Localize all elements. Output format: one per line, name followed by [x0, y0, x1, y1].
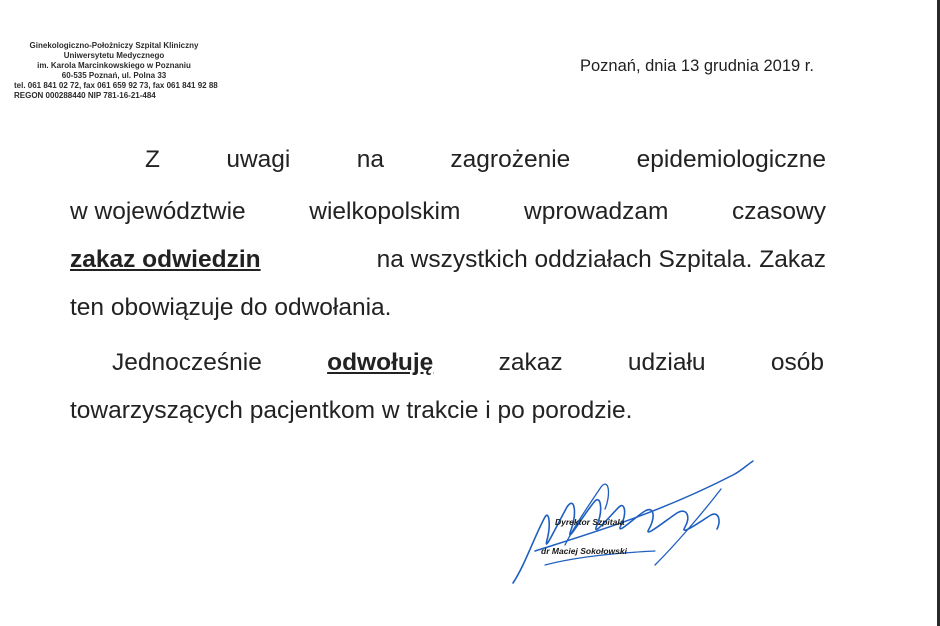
signature-block	[505, 455, 775, 595]
paragraph-line	[145, 146, 826, 174]
signature-name: dr Maciej Sokołowski	[541, 546, 627, 556]
revoke-emphasis: odwołuję	[327, 349, 434, 376]
word: osób	[770, 349, 824, 376]
word: epidemiologiczne	[636, 146, 826, 173]
word: wprowadzam	[524, 198, 669, 225]
signature-title: Dyrektor Szpitala	[555, 517, 625, 527]
word: wielkopolskim	[309, 198, 461, 225]
word: Z	[145, 146, 160, 173]
visit-ban-emphasis: zakaz odwiedzin	[70, 246, 261, 273]
stamp-line: Uniwersytetu Medycznego	[63, 51, 165, 60]
word: na	[356, 146, 385, 173]
stamp-line: Ginekologiczno-Położniczy Szpital Kliniczny	[29, 41, 199, 50]
paragraph-line: towarzyszących pacjentkom w trakcie i po porodzie.	[70, 397, 633, 424]
paragraph-line	[70, 246, 826, 274]
document-date: Poznań, dnia 13 grudnia 2019 r.	[580, 57, 814, 75]
hospital-stamp	[14, 41, 218, 101]
stamp-line: 60-535 Poznań, ul. Polna 33	[61, 71, 167, 80]
word: czasowy	[732, 198, 826, 225]
word: zakaz	[498, 349, 563, 376]
stamp-line: REGON 000288440 NIP 781-16-21-484	[14, 91, 156, 100]
word: Jednocześnie	[112, 349, 262, 376]
paragraph-line	[112, 349, 824, 377]
word: w województwie	[70, 198, 246, 225]
stamp-line: tel. 061 841 02 72, fax 061 659 92 73, fax 061 841 92 88	[14, 81, 218, 90]
stamp-line: im. Karola Marcinkowskiego w Poznaniu	[37, 61, 191, 70]
word: uwagi	[226, 146, 291, 173]
word: zagrożenie	[450, 146, 571, 173]
handwritten-signature	[505, 455, 775, 595]
paragraph-line: ten obowiązuje do odwołania.	[70, 294, 392, 321]
word: udziału	[627, 349, 706, 376]
paragraph-line	[70, 198, 826, 226]
text: na wszystkich oddziałach Szpitala. Zakaz	[376, 246, 826, 273]
